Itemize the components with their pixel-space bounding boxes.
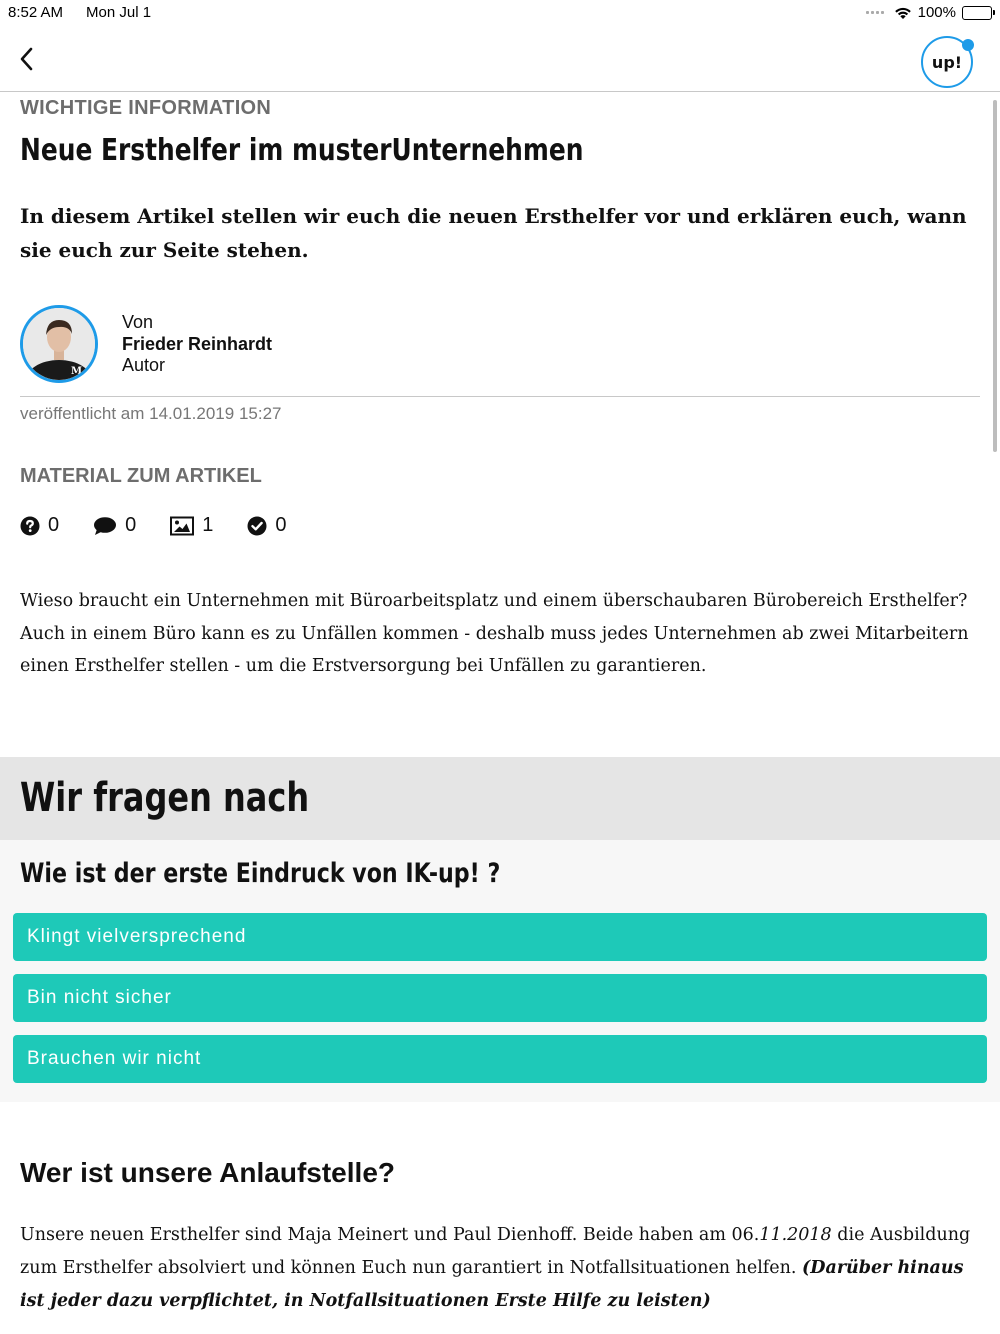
section-title: Wer ist unsere Anlaufstelle? — [20, 1157, 395, 1188]
wifi-icon — [894, 6, 912, 20]
author-prefix: Von — [122, 312, 154, 332]
navigation-bar — [0, 26, 1000, 92]
status-right — [866, 4, 992, 21]
poll-header — [0, 757, 1000, 840]
svg-text:M: M — [71, 366, 83, 377]
status-date: Mon Jul 1 — [86, 4, 152, 21]
app-logo[interactable] — [921, 36, 973, 88]
section-text-part2: die Ausbildung zum Ersthelfer absolviert und können Euch nun garantiert in Notfallsituationen helfen. — [20, 1225, 971, 1278]
section-text-part1: Unsere neuen Ersthelfer sind Maja Meinert und Paul Dienhoff. Beide haben am 06. — [20, 1225, 760, 1245]
notification-dot — [962, 39, 974, 51]
section-text — [20, 1219, 980, 1318]
status-bar — [0, 0, 1000, 26]
check-circle-icon — [247, 516, 267, 536]
author-name[interactable]: Frieder Reinhardt — [122, 334, 273, 354]
section-text-date: 11.2018 — [759, 1225, 832, 1245]
divider — [20, 396, 980, 397]
cellular-signal-icon — [866, 11, 884, 14]
battery-icon — [962, 6, 992, 20]
chevron-left-icon — [14, 44, 42, 74]
poll-option-button[interactable]: Klingt vielversprechend — [13, 913, 987, 961]
question-circle-icon — [20, 516, 40, 536]
published-date: veröffentlicht am 14.01.2019 15:27 — [20, 404, 282, 423]
article-category: WICHTIGE INFORMATION — [20, 97, 272, 119]
tasks-count-value: 0 — [275, 514, 287, 536]
article-title: Neue Ersthelfer im musterUnternehmen — [20, 133, 584, 168]
images-count-value: 1 — [202, 514, 214, 536]
comments-count[interactable] — [93, 514, 136, 537]
scrollbar[interactable] — [993, 100, 997, 452]
article-body: Wieso braucht ein Unternehmen mit Büroarbeitsplatz und einem überschaubaren Bürobereich Ersthelfer? Auch in einem Büro kann es zu Unfällen kommen - deshalb muss jedes Unternehmen ab zwei Mitarbeitern einen Ersthelfer stellen - um die Erstversorgung bei Unfällen zu garantieren. — [20, 591, 969, 676]
comments-count-value: 0 — [125, 514, 137, 536]
poll-question: Wie ist der erste Eindruck von IK-up! ? — [20, 858, 501, 889]
article-lead: In diesem Artikel stellen wir euch die neuen Ersthelfer vor und erklären euch, wann sie euch zur Seite stehen. — [20, 204, 967, 262]
questions-count-value: 0 — [48, 514, 60, 536]
material-title: MATERIAL ZUM ARTIKEL — [20, 465, 262, 487]
comment-icon — [93, 516, 117, 536]
avatar[interactable] — [20, 305, 98, 383]
status-time: 8:52 AM — [8, 4, 64, 21]
author-role: Autor — [122, 355, 166, 375]
back-button[interactable] — [14, 44, 42, 74]
material-counts — [20, 514, 287, 537]
poll-option-button[interactable]: Bin nicht sicher — [13, 974, 987, 1022]
images-count[interactable] — [170, 514, 213, 537]
tasks-count[interactable] — [247, 514, 286, 537]
poll — [0, 840, 1000, 1102]
poll-header-title: Wir fragen nach — [20, 775, 310, 821]
author-photo-icon — [23, 308, 95, 380]
battery-percentage: 100% — [917, 4, 956, 21]
poll-option-button[interactable]: Brauchen wir nicht — [13, 1035, 987, 1083]
logo-text: up! — [931, 52, 963, 72]
questions-count[interactable] — [20, 514, 59, 537]
section-text-note: (Darüber hinaus ist jeder dazu verpflichtet, in Notfallsituationen Erste Hilfe zu leisten) — [20, 1258, 964, 1311]
image-icon — [170, 516, 194, 536]
